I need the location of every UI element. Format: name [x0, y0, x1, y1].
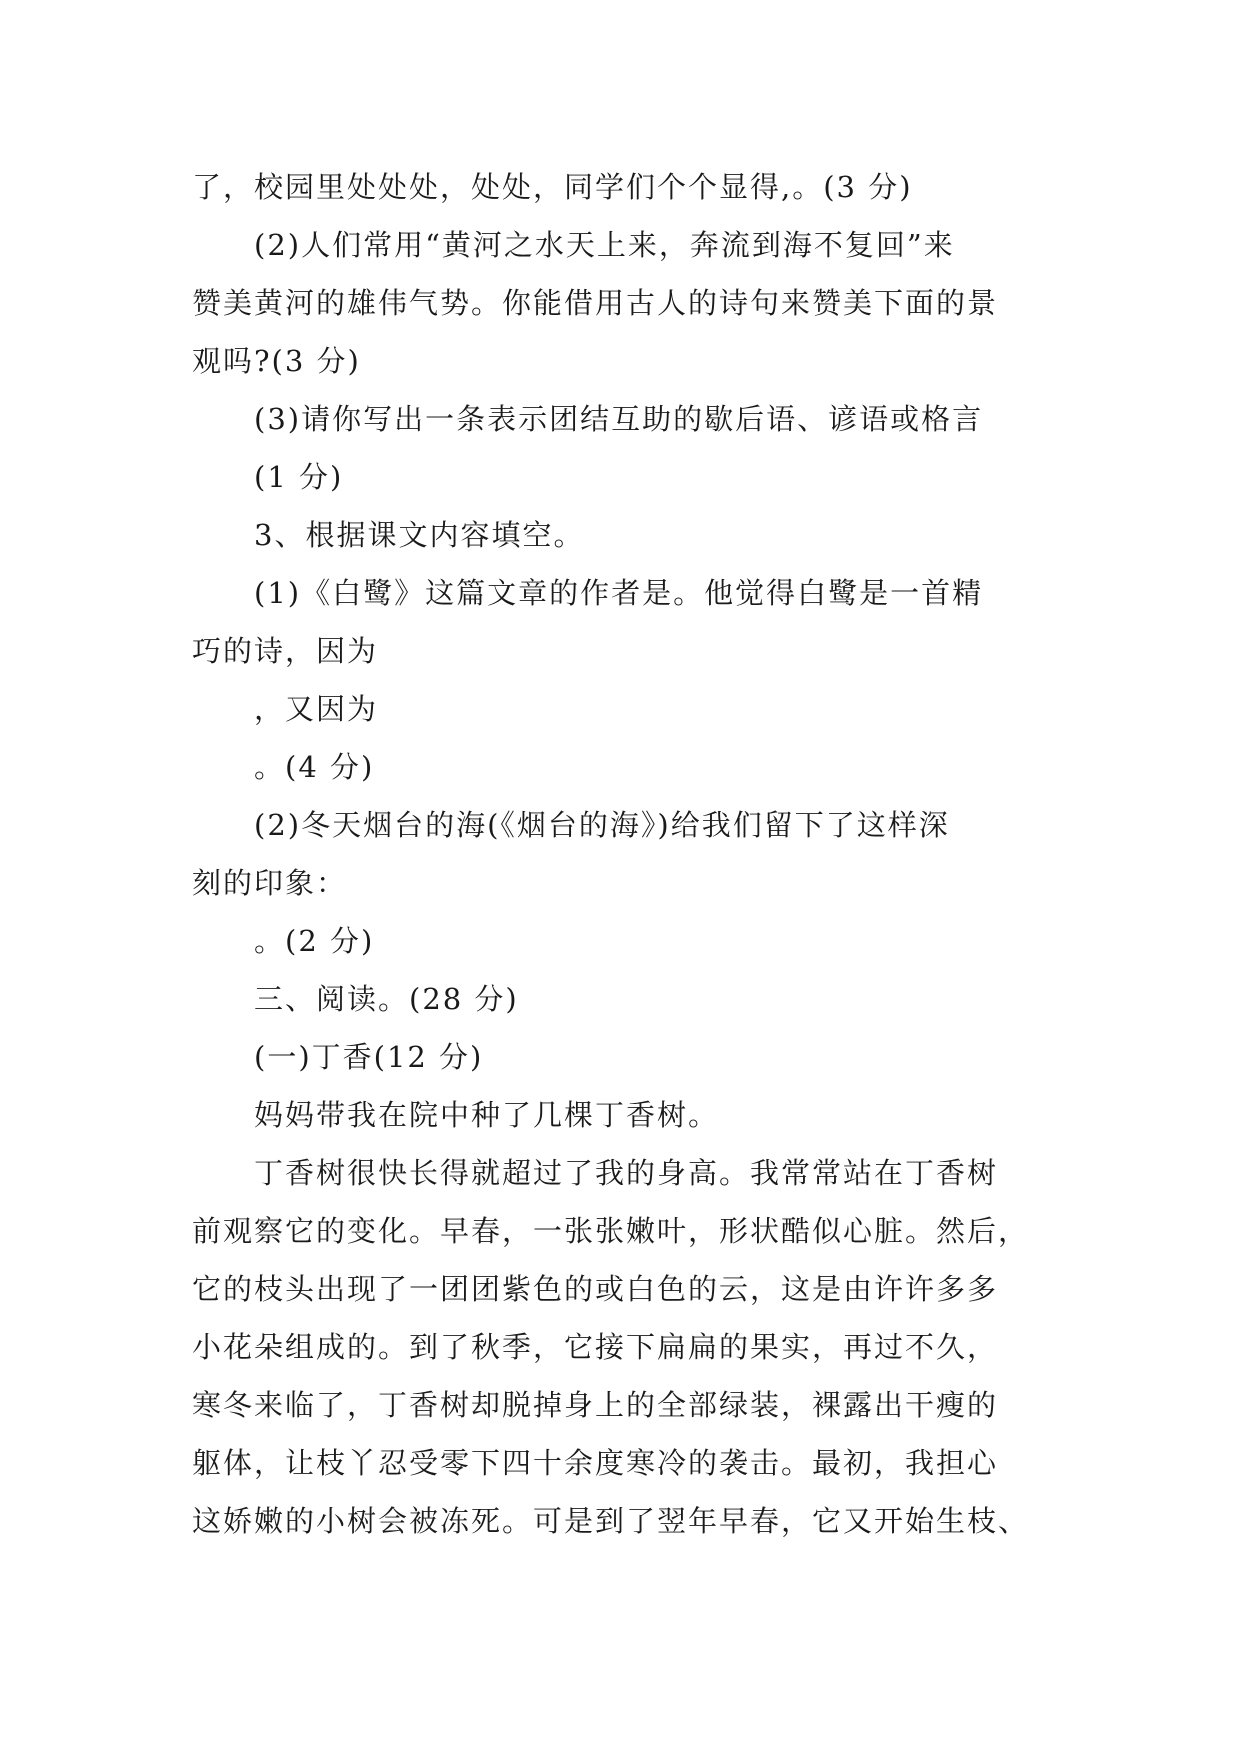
text-line: 巧的诗，因为: [192, 634, 379, 668]
text-line: 躯体，让枝丫忍受零下四十余度寒冷的袭击。最初，我担心: [192, 1446, 999, 1480]
text-line: (3)请你写出一条表示团结互助的歇后语、谚语或格言: [254, 402, 984, 436]
text-line: (2)冬天烟台的海(《烟台的海》)给我们留下了这样深: [254, 808, 950, 842]
text-line: 它的枝头出现了一团团紫色的或白色的云，这是由许许多多: [192, 1272, 999, 1306]
subsection-heading: (一)丁香(12 分): [254, 1040, 484, 1074]
text-line: ，又因为: [254, 692, 379, 726]
text-line: (1)《白鹭》这篇文章的作者是。他觉得白鹭是一首精: [254, 576, 984, 610]
document-body: [192, 158, 1062, 1550]
text-line: 赞美黄河的雄伟气势。你能借用古人的诗句来赞美下面的景: [192, 286, 999, 320]
text-line: 。(4 分): [254, 750, 375, 784]
text-line: 了，校园里处处处，处处，同学们个个显得,。(3 分): [192, 170, 913, 204]
text-line: 寒冬来临了，丁香树却脱掉身上的全部绿装，裸露出干瘦的: [192, 1388, 999, 1422]
text-line: 这娇嫩的小树会被冻死。可是到了翌年早春，它又开始生枝、: [192, 1504, 1030, 1538]
text-line: 丁香树很快长得就超过了我的身高。我常常站在丁香树: [254, 1156, 999, 1190]
text-line: (2)人们常用“黄河之水天上来，奔流到海不复回”来: [254, 228, 955, 262]
text-line: 3、根据课文内容填空。: [254, 518, 585, 552]
section-heading: 三、阅读。(28 分): [254, 982, 519, 1016]
text-line: 观吗?(3 分): [192, 344, 361, 378]
text-line: (1 分): [254, 460, 344, 494]
text-line: 妈妈带我在院中种了几棵丁香树。: [254, 1098, 720, 1132]
text-line: 小花朵组成的。到了秋季，它接下扁扁的果实，再过不久，: [192, 1330, 999, 1364]
text-line: 前观察它的变化。早春，一张张嫩叶，形状酷似心脏。然后，: [192, 1214, 1030, 1248]
text-line: 。(2 分): [254, 924, 375, 958]
text-line: 刻的印象：: [192, 866, 348, 900]
